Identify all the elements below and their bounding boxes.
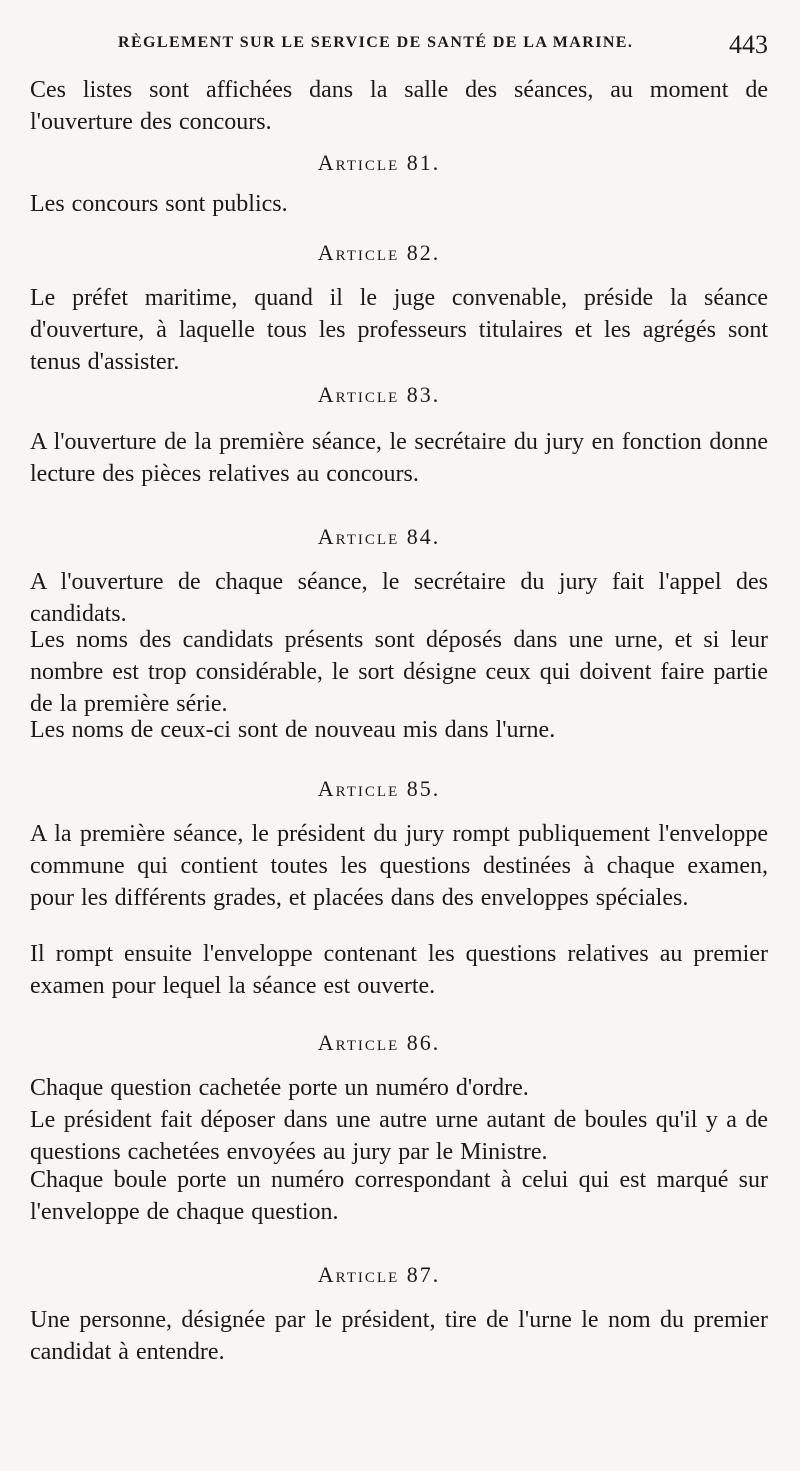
article-83-heading: Article 83. [317, 382, 441, 407]
article-87-heading: Article 87. [317, 1262, 441, 1287]
article-86-paragraph-1: Chaque question cachetée porte un numéro d'ordre. [30, 1075, 529, 1101]
article-84-heading: Article 84. [317, 524, 441, 549]
article-81-heading: Article 81. [317, 150, 441, 175]
article-86-heading: Article 86. [317, 1030, 441, 1055]
page-number: 443 [729, 30, 768, 59]
article-84-paragraph-1: A l'ouverture de chaque séance, le secrétaire du jury fait l'appel des candidats. [30, 569, 768, 627]
article-83-paragraph: A l'ouverture de la première séance, le secrétaire du jury en fonction donne lecture des pièces relatives au concours. [30, 429, 768, 487]
article-81-paragraph: Les concours sont publics. [30, 191, 288, 217]
article-85-paragraph-1: A la première séance, le président du jury rompt publiquement l'enveloppe commune qui contient toutes les questions destinées à chaque examen, pour les différents grades, et placées dans des enveloppes spéciales. [30, 821, 768, 911]
article-85-heading: Article 85. [317, 776, 441, 801]
article-85-paragraph-2: Il rompt ensuite l'enveloppe contenant les questions relatives au premier examen pour lequel la séance est ouverte. [30, 941, 768, 999]
article-82-heading: Article 82. [317, 240, 441, 265]
article-86-paragraph-2: Le président fait déposer dans une autre urne autant de boules qu'il y a de questions cachetées envoyées au jury par le Ministre. [30, 1107, 768, 1165]
article-84-paragraph-3: Les noms de ceux-ci sont de nouveau mis dans l'urne. [30, 717, 556, 743]
article-82-paragraph: Le préfet maritime, quand il le juge convenable, préside la séance d'ouverture, à laquelle tous les professeurs titulaires et les agrégés sont tenus d'assister. [30, 285, 768, 375]
article-87-paragraph: Une personne, désignée par le président, tire de l'urne le nom du premier candidat à entendre. [30, 1307, 768, 1365]
article-84-paragraph-2: Les noms des candidats présents sont déposés dans une urne, et si leur nombre est trop considérable, le sort désigne ceux qui doivent faire partie de la première série. [30, 627, 768, 717]
running-title: RÈGLEMENT SUR LE SERVICE DE SANTÉ DE LA MARINE. [118, 34, 634, 51]
article-86-paragraph-3: Chaque boule porte un numéro correspondant à celui qui est marqué sur l'enveloppe de chaque question. [30, 1167, 768, 1225]
paragraph-intro: Ces listes sont affichées dans la salle des séances, au moment de l'ouverture des concours. [30, 77, 768, 135]
running-header [118, 30, 768, 59]
